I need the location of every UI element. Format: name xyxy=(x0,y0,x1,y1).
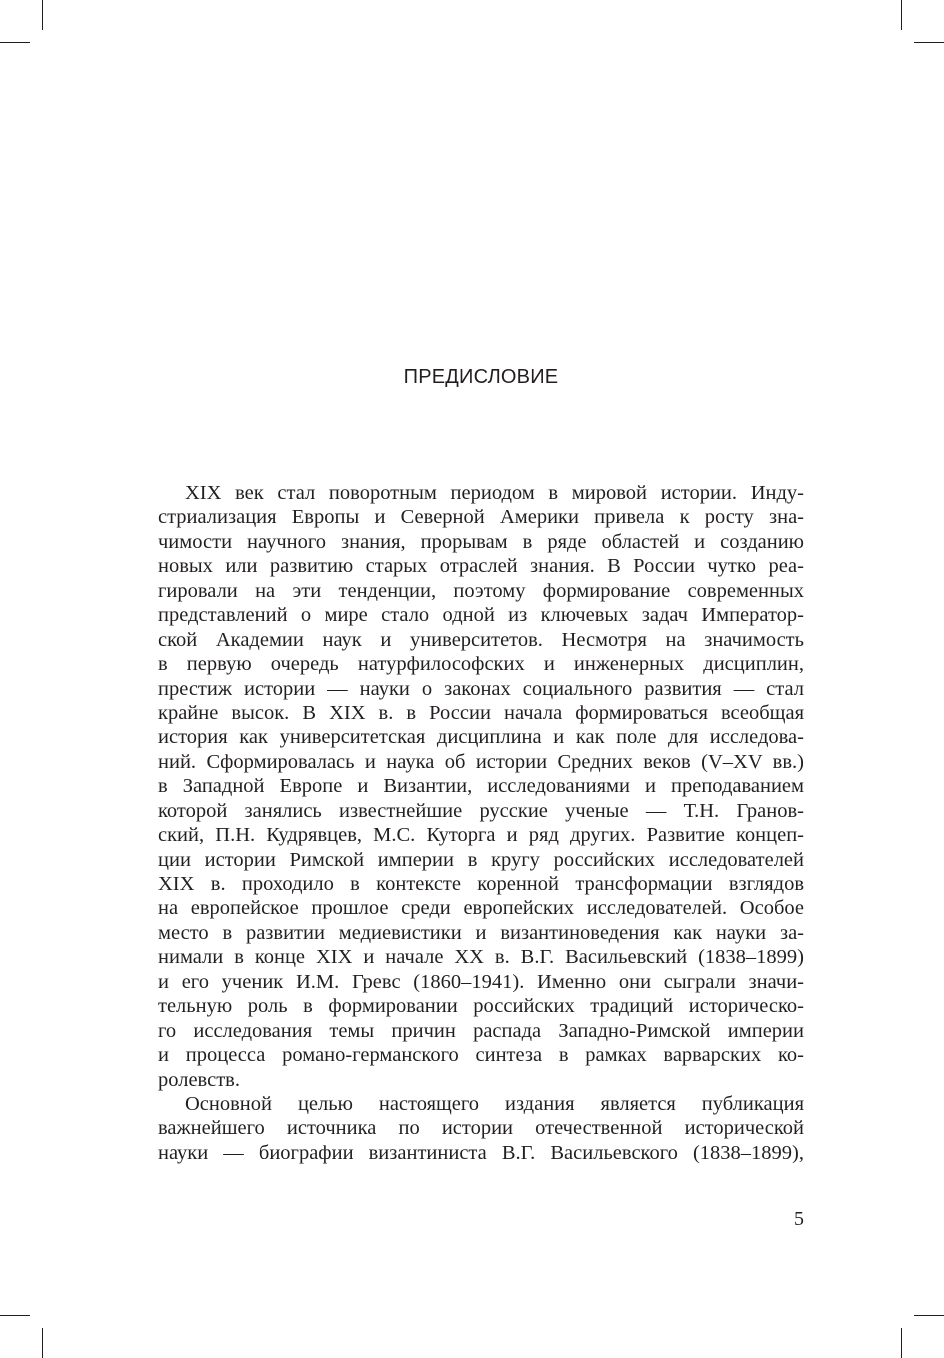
text-line: ролевств. xyxy=(158,1068,240,1091)
text-line: на европейское прошлое среди европейских исследователей. Особое xyxy=(158,897,804,920)
text-line: в Западной Европе и Византии, исследованиями и преподаванием xyxy=(158,775,804,798)
text-line: которой занялись известнейшие русские ученые — Т.Н. Гранов- xyxy=(158,799,804,822)
text-line: стриализация Европы и Северной Америки привела к росту зна- xyxy=(158,506,804,529)
text-line: нимали в конце XIX и начале XX в. В.Г. Васильевский (1838–1899) xyxy=(158,946,804,969)
text-line: ции истории Римской империи в кругу российских исследователей xyxy=(158,848,804,871)
text-line: го исследования темы причин распада Западно-Римской империи xyxy=(158,1019,804,1042)
text-line: крайне высок. В XIX в. в России начала формироваться всеобщая xyxy=(158,701,804,724)
text-line: важнейшего источника по истории отечественной исторической xyxy=(158,1117,804,1140)
crop-mark-bottom-left-vertical xyxy=(42,1328,43,1358)
crop-mark-top-right-horizontal xyxy=(914,42,944,43)
crop-mark-bottom-right-vertical xyxy=(901,1328,902,1358)
page-number: 5 xyxy=(794,1208,804,1230)
text-line: и его ученик И.М. Гревс (1860–1941). Именно они сыграли значи- xyxy=(158,970,804,993)
crop-mark-bottom-right-horizontal xyxy=(914,1315,944,1316)
text-line: новых или развитию старых отраслей знания. В России чутко реа- xyxy=(158,555,804,578)
text-line: в первую очередь натурфилософских и инженерных дисциплин, xyxy=(158,653,804,676)
text-line: XIX век стал поворотным периодом в мировой истории. Инду- xyxy=(185,482,804,504)
crop-mark-top-left-horizontal xyxy=(0,42,30,43)
text-line: представлений о мире стало одной из ключевых задач Император- xyxy=(158,604,804,627)
text-line: и процесса романо-германского синтеза в рамках варварских ко- xyxy=(158,1044,804,1067)
text-line: престиж истории — науки о законах социального развития — стал xyxy=(158,677,804,700)
text-line: гировали на эти тенденции, поэтому формирование современных xyxy=(158,579,804,602)
text-line: тельную роль в формировании российских традиций историческо- xyxy=(158,995,804,1018)
crop-mark-bottom-left-horizontal xyxy=(0,1315,30,1316)
text-line: Основной целью настоящего издания является публикация xyxy=(185,1092,804,1115)
text-line: чимости научного знания, прорывам в ряде областей и созданию xyxy=(158,530,804,553)
text-line: история как университетская дисциплина и как поле для исследова- xyxy=(158,726,804,749)
text-line: науки — биографии византиниста В.Г. Васильевского (1838–1899), xyxy=(158,1141,804,1164)
text-line: ской Академии наук и университетов. Несмотря на значимость xyxy=(158,628,804,651)
text-line: ский, П.Н. Кудрявцев, М.С. Куторга и ряд других. Развитие концеп- xyxy=(158,824,804,847)
crop-mark-top-left-vertical xyxy=(42,0,43,30)
text-line: XIX в. проходило в контексте коренной трансформации взглядов xyxy=(158,873,804,895)
crop-mark-top-right-vertical xyxy=(901,0,902,30)
text-line: ний. Сформировалась и наука об истории Средних веков (V–XV вв.) xyxy=(158,750,804,773)
body-text xyxy=(158,481,804,1165)
text-line: место в развитии медиевистики и византиноведения как науки за- xyxy=(158,921,804,944)
page-title: ПРЕДИСЛОВИЕ xyxy=(403,366,559,388)
